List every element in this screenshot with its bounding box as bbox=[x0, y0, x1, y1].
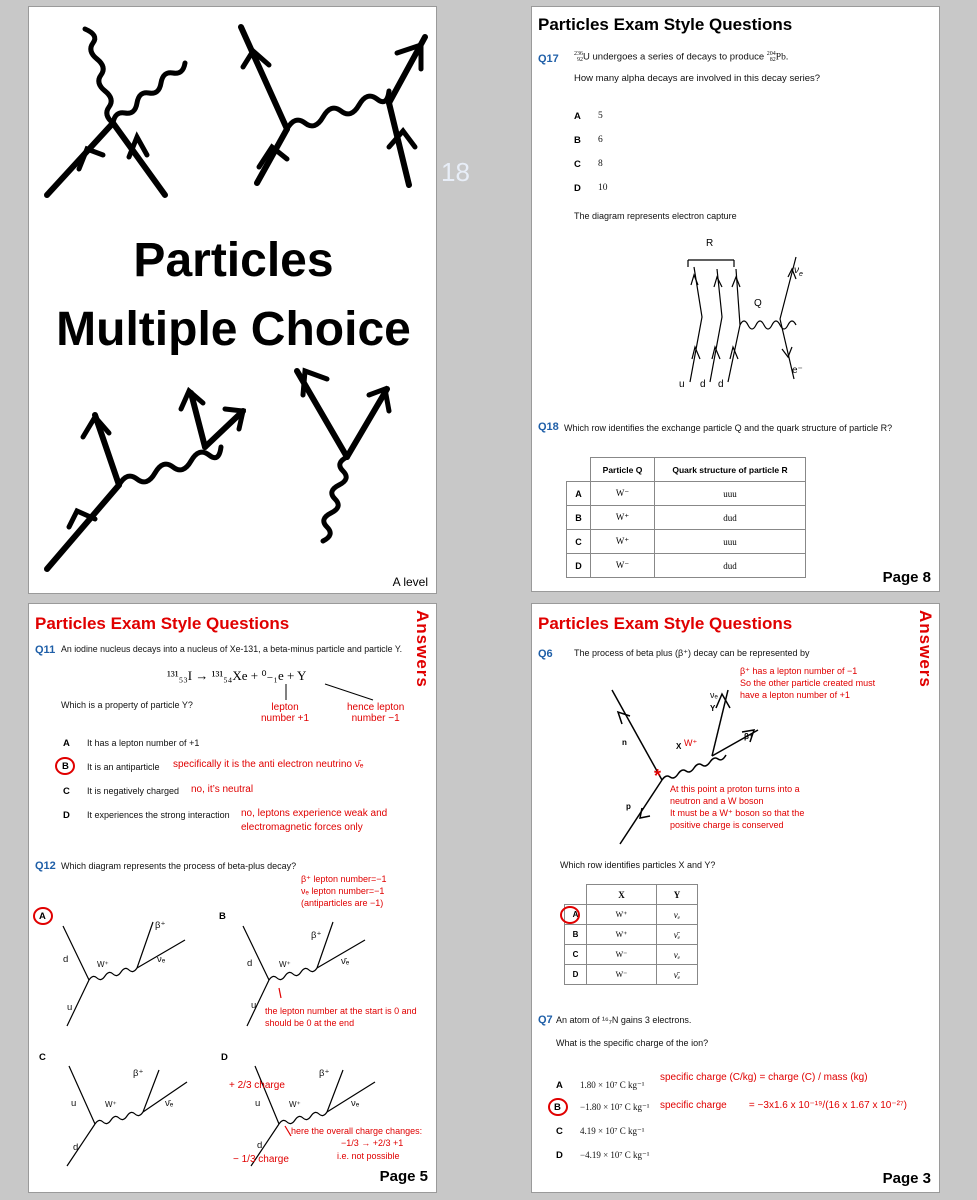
q11-opt-b-letter: B bbox=[62, 761, 69, 772]
page-5 bbox=[28, 603, 437, 1193]
q6-header-y: Y bbox=[656, 885, 697, 905]
q12-label-d: D bbox=[221, 1052, 228, 1063]
row-x: W⁻ bbox=[587, 945, 657, 965]
q12-d-note3: i.e. not possible bbox=[337, 1151, 400, 1161]
diag-c-w: W⁺ bbox=[105, 1100, 117, 1109]
q12-d-note2: −1/3 → +2/3 +1 bbox=[341, 1138, 404, 1148]
q12-note-3: (antiparticles are −1) bbox=[301, 898, 384, 908]
q17-opt-d-text: 10 bbox=[598, 183, 608, 193]
q12-label-b: B bbox=[219, 911, 226, 922]
diag-d-w: W⁺ bbox=[289, 1100, 301, 1109]
q12-d-note1: here the overall charge changes: bbox=[291, 1126, 423, 1136]
diag-d-nue: νₑ bbox=[351, 1098, 360, 1109]
q17-stem: 236 92U undergoes a series of decays to produce 204 82Pb. bbox=[574, 51, 789, 63]
q7-number: Q7 bbox=[538, 1014, 553, 1026]
q11-opt-a-text: It has a lepton number of +1 bbox=[87, 738, 200, 748]
q17-number: Q17 bbox=[538, 53, 559, 65]
label-n: n bbox=[622, 738, 627, 747]
q18-table bbox=[566, 457, 806, 578]
row-x: W⁻ bbox=[587, 965, 657, 985]
q11-opt-a-letter: A bbox=[63, 738, 70, 749]
row-q: W⁻ bbox=[591, 482, 655, 506]
row-letter: B bbox=[567, 506, 591, 530]
row-r: dud bbox=[655, 554, 806, 578]
answer-circle bbox=[560, 906, 580, 924]
row-x: W⁺ bbox=[587, 925, 657, 945]
table-row bbox=[565, 925, 698, 945]
label-neutrino: $\nu_e$ bbox=[794, 265, 803, 278]
q11-note-hence: hence lepton number −1 bbox=[347, 702, 405, 724]
page-title: Particles Exam Style Questions bbox=[35, 614, 290, 633]
q6-note-mid-2: neutron and a W boson bbox=[670, 796, 764, 806]
q11-equation: ¹³¹₅₃I → ¹³¹₅₄Xe + ⁰₋₁e + Y bbox=[167, 668, 307, 683]
diag-d-u: u bbox=[255, 1098, 261, 1109]
q7-opt-b-text: −1.80 × 10⁷ C kg⁻¹ bbox=[580, 1102, 650, 1112]
q18-header-q: Particle Q bbox=[591, 458, 655, 482]
diag-d-beta: β⁺ bbox=[319, 1068, 330, 1079]
q7-opt-a-letter: A bbox=[556, 1080, 563, 1091]
q12-note-2: νₑ lepton number=−1 bbox=[301, 886, 385, 896]
page-8 bbox=[531, 6, 940, 592]
page-3 bbox=[531, 603, 940, 1193]
q12-number: Q12 bbox=[35, 860, 56, 872]
table-row bbox=[567, 506, 806, 530]
row-r: dud bbox=[655, 506, 806, 530]
row-y: νₑ bbox=[656, 945, 697, 965]
diag-c-u: u bbox=[71, 1098, 77, 1109]
diag-a-u: u bbox=[67, 1002, 73, 1013]
q12-d-minus-charge: − 1/3 charge bbox=[233, 1154, 289, 1165]
q6-note-mid-3: It must be a W⁺ boson so that the bbox=[670, 808, 805, 818]
table-row bbox=[567, 530, 806, 554]
q6-number: Q6 bbox=[538, 648, 553, 660]
q11-opt-d-note: no, leptons experience weak and bbox=[241, 808, 388, 819]
table-row bbox=[565, 905, 698, 925]
q7-question: What is the specific charge of the ion? bbox=[556, 1038, 709, 1048]
answers-label: Answers bbox=[413, 610, 432, 688]
q11-stem: An iodine nucleus decays into a nucleus of Xe-131, a beta-minus particle and particle Y. bbox=[61, 644, 403, 654]
page-title: Particles Exam Style Questions bbox=[538, 15, 793, 34]
label-nue: νₑ bbox=[710, 690, 718, 700]
row-q: W⁺ bbox=[591, 506, 655, 530]
page-number: Page 8 bbox=[882, 569, 931, 586]
row-letter: C bbox=[567, 530, 591, 554]
q18-header-r: Quark structure of particle R bbox=[655, 458, 806, 482]
diag-b-u: u bbox=[251, 1000, 257, 1011]
q11-opt-c-letter: C bbox=[63, 786, 70, 797]
q11-opt-c-text: It is negatively charged bbox=[87, 786, 180, 796]
q18-stem: Which row identifies the exchange particle Q and the quark structure of particle R? bbox=[564, 423, 893, 433]
q7-opt-a-note: specific charge (C/kg) = charge (C) / mass (kg) bbox=[660, 1072, 868, 1083]
label-electron: e⁻ bbox=[792, 365, 803, 376]
diag-b-beta: β⁺ bbox=[311, 930, 322, 941]
diag-a-w: W⁺ bbox=[97, 960, 109, 969]
row-letter: B bbox=[565, 925, 587, 945]
q6-note-mid-4: positive charge is conserved bbox=[670, 820, 784, 830]
q12-d-plus-charge: + 2/3 charge bbox=[229, 1080, 285, 1091]
label-q: Q bbox=[754, 298, 762, 309]
label-p: p bbox=[626, 802, 631, 811]
label-w-plus: W⁺ bbox=[684, 738, 698, 748]
label-beta: β⁺ bbox=[744, 732, 754, 741]
q17-diagram-intro: The diagram represents electron capture bbox=[574, 211, 737, 221]
q7-opt-b-letter: B bbox=[554, 1102, 561, 1113]
q17-opt-a-text: 5 bbox=[598, 111, 603, 121]
q7-opt-c-letter: C bbox=[556, 1126, 563, 1137]
cover-title-line1: Particles bbox=[133, 234, 334, 287]
row-y: ν̄ₑ bbox=[656, 925, 697, 945]
q7-opt-b-note: specific charge = −3x1.6 x 10⁻¹⁹/(16 x 1.67 x 10⁻²⁷) bbox=[660, 1100, 907, 1111]
q11-note-lepton: lepton number +1 bbox=[261, 702, 310, 724]
q6-note-top-2: So the other particle created must bbox=[740, 678, 876, 688]
diag-c-d: d bbox=[73, 1142, 79, 1153]
row-r: uuu bbox=[655, 530, 806, 554]
table-row bbox=[567, 482, 806, 506]
diag-b-w: W⁺ bbox=[279, 960, 291, 969]
q11-opt-b-note: specifically it is the anti electron neutrino ν̄ₑ bbox=[173, 759, 364, 770]
row-q: W⁻ bbox=[591, 554, 655, 578]
diag-a-beta: β⁺ bbox=[155, 920, 166, 931]
cover-title-line2: Multiple Choice bbox=[56, 303, 411, 356]
vertex-star: * bbox=[654, 766, 662, 786]
faint-watermark: 18 bbox=[441, 157, 470, 187]
diag-a-d: d bbox=[63, 954, 69, 965]
q6-stem: The process of beta plus (β⁺) decay can be represented by bbox=[574, 648, 810, 658]
row-r: uuu bbox=[655, 482, 806, 506]
label-y: Y bbox=[710, 704, 716, 713]
cover-level: A level bbox=[392, 575, 428, 589]
cover-feynman-diagrams bbox=[29, 7, 438, 595]
q11-opt-b-text: It is an antiparticle bbox=[87, 762, 160, 772]
q12-label-c: C bbox=[39, 1052, 46, 1063]
q17-opt-b-text: 6 bbox=[598, 135, 603, 145]
q11-number: Q11 bbox=[35, 644, 56, 656]
cover-page bbox=[28, 6, 470, 594]
label-u: u bbox=[679, 379, 685, 390]
row-letter: D bbox=[565, 965, 587, 985]
q17-opt-c-letter: C bbox=[574, 159, 581, 170]
q7-opt-d-letter: D bbox=[556, 1150, 563, 1161]
diag-b-nuebar: ν̄ₑ bbox=[341, 956, 350, 967]
q12-note-1: β⁺ lepton number=−1 bbox=[301, 874, 387, 884]
q6-note-top-3: have a lepton number of +1 bbox=[740, 690, 850, 700]
q11-opt-c-note: no, it’s neutral bbox=[191, 784, 254, 795]
q12-b-note1: the lepton number at the start is 0 and bbox=[265, 1006, 417, 1016]
q7-opt-d-text: −4.19 × 10⁷ C kg⁻¹ bbox=[580, 1150, 650, 1160]
answers-label: Answers bbox=[916, 610, 935, 688]
q17-opt-a-letter: A bbox=[574, 111, 581, 122]
label-r: R bbox=[706, 238, 714, 249]
q12-label-a: A bbox=[39, 911, 46, 922]
q11-opt-d-note2: electromagnetic forces only bbox=[241, 822, 363, 833]
table-row bbox=[565, 965, 698, 985]
page-title: Particles Exam Style Questions bbox=[538, 614, 793, 633]
label-d1: d bbox=[700, 379, 706, 390]
q17-opt-d-letter: D bbox=[574, 183, 581, 194]
q18-number: Q18 bbox=[538, 421, 559, 433]
row-q: W⁺ bbox=[591, 530, 655, 554]
row-letter: A bbox=[565, 905, 587, 925]
q6-note-mid-1: At this point a proton turns into a bbox=[670, 784, 800, 794]
q11-opt-d-text: It experiences the strong interaction bbox=[87, 810, 230, 820]
row-letter: C bbox=[565, 945, 587, 965]
q7-opt-a-text: 1.80 × 10⁷ C kg⁻¹ bbox=[580, 1080, 645, 1090]
diag-a-nue: νₑ bbox=[157, 954, 166, 965]
q17-opt-c-text: 8 bbox=[598, 159, 603, 169]
q12-feynman-diagrams bbox=[29, 604, 438, 1194]
row-y: νₑ bbox=[656, 905, 697, 925]
diag-c-nuebar: ν̄ₑ bbox=[165, 1098, 174, 1109]
q7-opt-c-text: 4.19 × 10⁷ C kg⁻¹ bbox=[580, 1126, 645, 1136]
q17-question: How many alpha decays are involved in this decay series? bbox=[574, 73, 821, 84]
q11-opt-d-letter: D bbox=[63, 810, 70, 821]
q6-note-top-1: β⁺ has a lepton number of −1 bbox=[740, 666, 858, 676]
diag-c-beta: β⁺ bbox=[133, 1068, 144, 1079]
q6-question: Which row identifies particles X and Y? bbox=[560, 860, 716, 870]
row-letter: D bbox=[567, 554, 591, 578]
q7-stem: An atom of ¹⁶₇N gains 3 electrons. bbox=[556, 1015, 692, 1025]
row-x: W⁺ bbox=[587, 905, 657, 925]
diag-b-d: d bbox=[247, 958, 253, 969]
diag-d-d: d bbox=[257, 1140, 263, 1151]
label-x: X bbox=[676, 742, 682, 751]
table-row bbox=[565, 945, 698, 965]
page-number: Page 5 bbox=[379, 1168, 428, 1185]
label-d2: d bbox=[718, 379, 724, 390]
q12-stem: Which diagram represents the process of beta-plus decay? bbox=[61, 861, 297, 871]
q17-opt-b-letter: B bbox=[574, 135, 581, 146]
table-row bbox=[567, 554, 806, 578]
row-y: ν̄ₑ bbox=[656, 965, 697, 985]
page-number: Page 3 bbox=[882, 1170, 931, 1187]
q6-table bbox=[564, 884, 698, 985]
q11-question: Which is a property of particle Y? bbox=[61, 700, 193, 710]
q6-header-x: X bbox=[587, 885, 657, 905]
q12-b-note2: should be 0 at the end bbox=[265, 1018, 355, 1028]
row-letter: A bbox=[567, 482, 591, 506]
